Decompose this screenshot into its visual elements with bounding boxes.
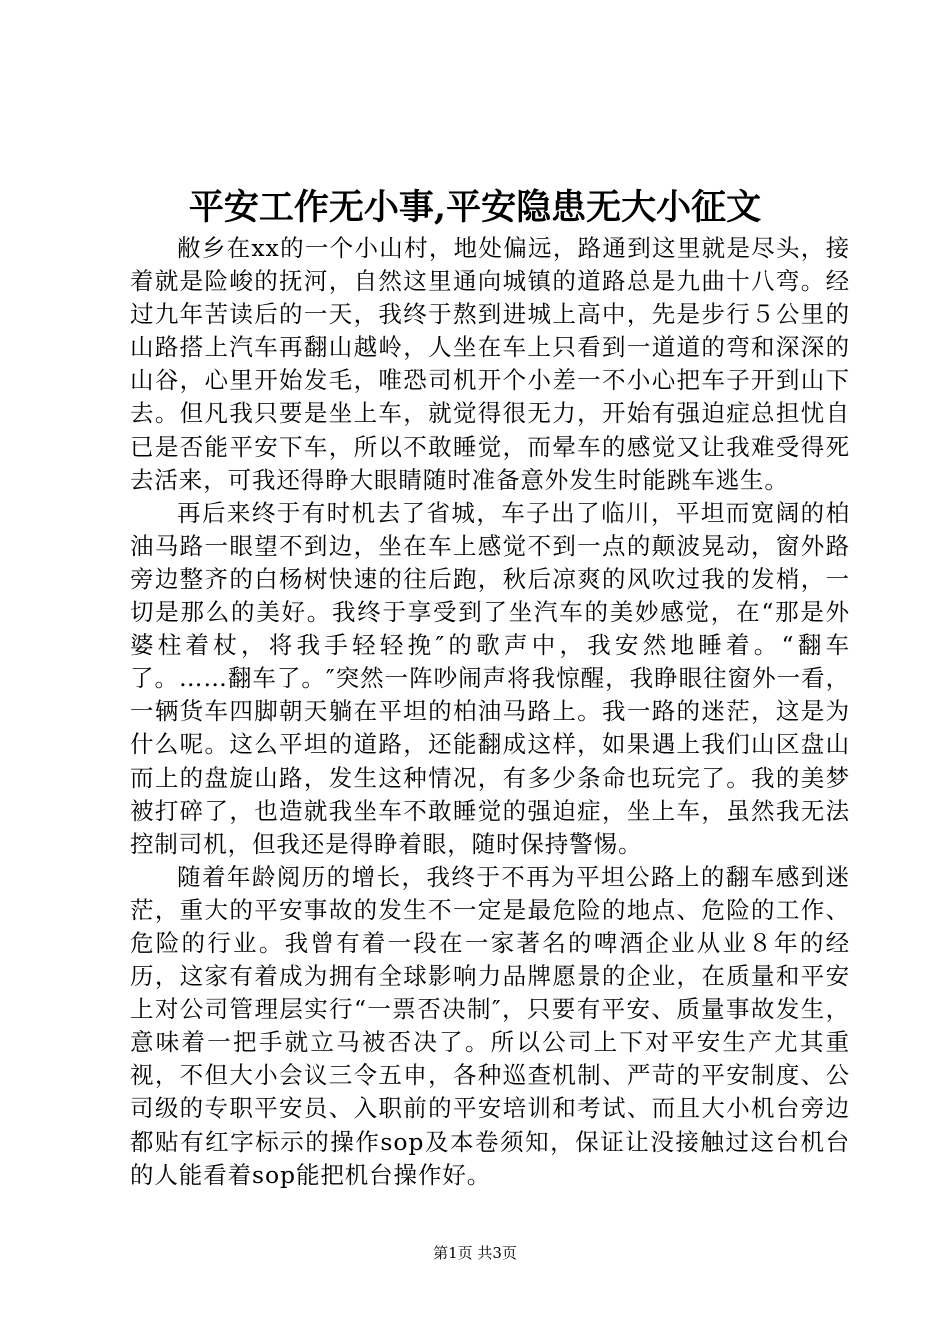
paragraph-1: 敝乡在xx的一个小山村，地处偏远，路通到这里就是尽头，接着就是险峻的抚河，自然这里通向城镇的道路总是九曲十八弯。经过九年苦读后的一天，我终于熬到进城上高中，先是步行５公里的山路搭上汽车再翻山越岭，人坐在车上只看到一道道的弯和深深的山谷，心里开始发毛，唯恐司机开个小差一不小心把车子开到山下去。但凡我只要是坐上车，就觉得很无力，开始有强迫症总担忧自已是否能平安下车，所以不敢睡觉，而晕车的感觉又让我难受得死去活来，可我还得睁大眼睛随时准备意外发生时能跳车逃生。 <box>130 234 850 494</box>
paragraph-2: 再后来终于有时机去了省城，车子出了临川，平坦而宽阔的柏油马路一眼望不到边，坐在车上感觉不到一点的颠波晃动，窗外路旁边整齐的白杨树快速的往后跑，秋后凉爽的风吹过我的发梢，一切是那么的美好。我终于享受到了坐汽车的美妙感觉，在“那是外婆柱着杖，将我手轻轻挽″的歌声中，我安然地睡着。“翻车了。……翻车了。″突然一阵吵闹声将我惊醒，我睁眼往窗外一看，一辆货车四脚朝天躺在平坦的柏油马路上。我一路的迷茫，这是为什么呢。这么平坦的道路，还能翻成这样，如果遇上我们山区盘山而上的盘旋山路，发生这种情况，有多少条命也玩完了。我的美梦被打碎了，也造就我坐车不敢睡觉的强迫症，坐上车，虽然我无法控制司机，但我还是得睁着眼，随时保持警惕。 <box>130 498 850 858</box>
document-title: 平安工作无小事,平安隐患无大小征文 <box>188 187 762 228</box>
page-footer: 第1页 共3页 <box>433 1244 517 1262</box>
document-body <box>130 232 850 1192</box>
paragraph-3: 随着年龄阅历的增长，我终于不再为平坦公路上的翻车感到迷茫，重大的平安事故的发生不一定是最危险的地点、危险的工作、危险的行业。我曾有着一段在一家著名的啤酒企业从业８年的经历，这家有着成为拥有全球影响力品牌愿景的企业，在质量和平安上对公司管理层实行“一票否决制″，只要有平安、质量事故发生，意味着一把手就立马被否决了。所以公司上下对平安生产尤其重视，不但大小会议三令五申，各种巡查机制、严苛的平安制度、公司级的专职平安员、入职前的平安培训和考试、而且大小机台旁边都贴有红字标示的操作sop及本卷须知，保证让没接触过这台机台的人能看着sop能把机台操作好。 <box>130 862 850 1189</box>
